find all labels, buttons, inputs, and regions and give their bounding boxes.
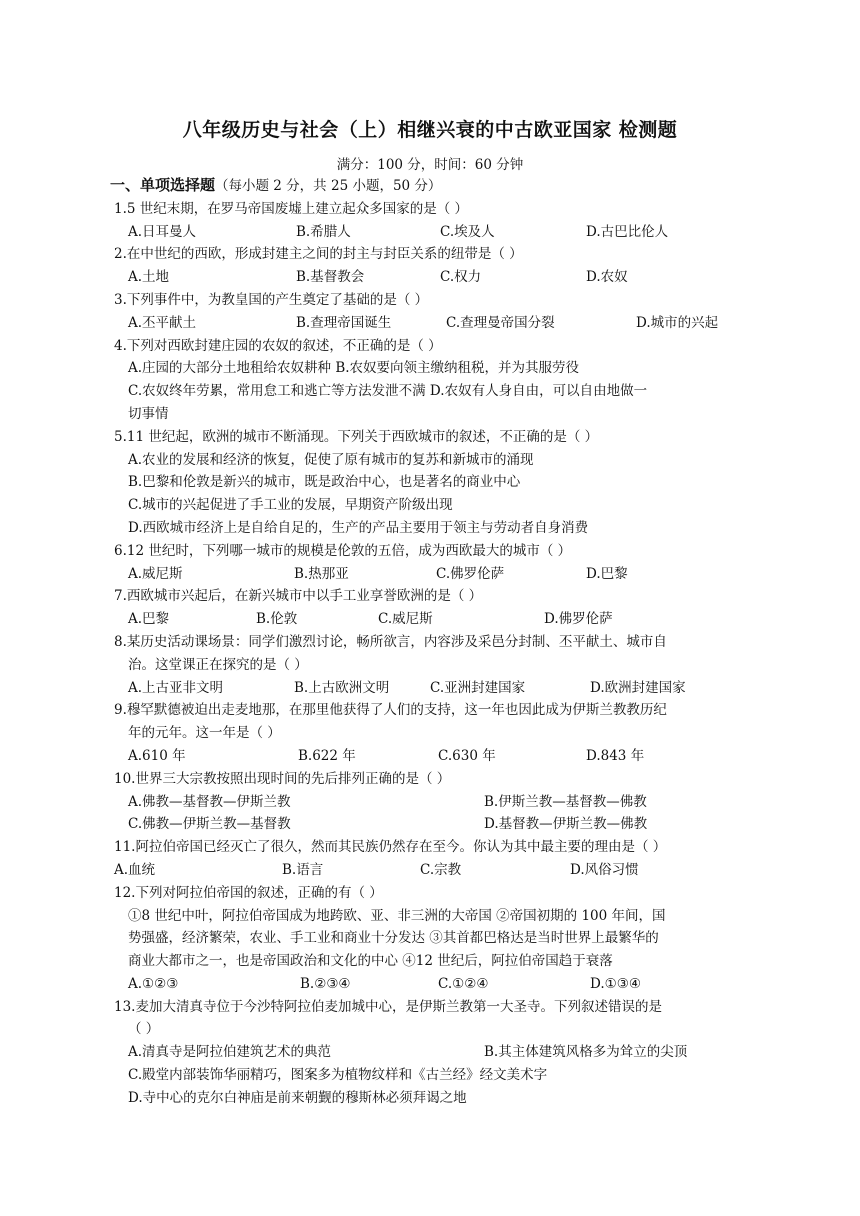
option: B.伊斯兰教—基督教—佛教 xyxy=(484,793,647,810)
question-text-line: 商业大都市之一，也是帝国政治和文化的中心 ④12 世纪后，阿拉伯帝国趋于衰落 xyxy=(128,953,613,970)
question-stem: 11.阿拉伯帝国已经灭亡了很久，然而其民族仍然存在至今。你认为其中最主要的理由是（ ） xyxy=(114,839,667,856)
question-text-line: （ ） xyxy=(128,1021,160,1038)
question-text-line: D.西欧城市经济上是自给自足的，生产的产品主要用于领主与劳动者自身消费 xyxy=(128,519,589,536)
question-text-line: 切事情 xyxy=(128,405,169,422)
option: C.①②④ xyxy=(438,975,489,992)
question-text-line: 治。这堂课正在探究的是（ ） xyxy=(128,656,308,673)
question-text-line: 年的元年。这一年是（ ） xyxy=(128,725,281,742)
option-line: C.殿堂内部装饰华丽精巧，图案多为植物纹样和《古兰经》经文美术字 xyxy=(128,1067,548,1084)
page-subtitle: 满分：100 分，时间：60 分钟 xyxy=(336,157,524,173)
option: B.希腊人 xyxy=(296,223,351,240)
question-text-line: A.庄园的大部分土地租给农奴耕种 B.农奴要向领主缴纳租税，并为其服劳役 xyxy=(128,360,580,377)
question-item xyxy=(114,768,734,836)
option: A.威尼斯 xyxy=(128,565,183,582)
option: D.欧洲封建国家 xyxy=(590,679,686,696)
option: A.丕平献土 xyxy=(128,314,197,331)
option: C.630 年 xyxy=(438,747,496,764)
question-text-line: A.农业的发展和经济的恢复，促使了原有城市的复苏和新城市的涌现 xyxy=(128,451,534,468)
option: A.巴黎 xyxy=(128,611,170,628)
option: C.查理曼帝国分裂 xyxy=(446,314,555,331)
question-item xyxy=(114,198,734,244)
option-row xyxy=(114,973,734,996)
question-item xyxy=(114,631,734,699)
question-item xyxy=(114,699,734,767)
question-stem: 8.某历史活动课场景：同学们激烈讨论，畅所欲言，内容涉及采邑分封制、丕平献土、城市自 xyxy=(114,633,667,650)
option: A.上古亚非文明 xyxy=(128,679,224,696)
option-line: D.寺中心的克尔白神庙是前来朝觐的穆斯林必须拜谒之地 xyxy=(128,1089,467,1106)
option-row xyxy=(114,745,734,768)
option: D.巴黎 xyxy=(586,565,628,582)
question-stem: 7.西欧城市兴起后，在新兴城市中以手工业享誉欧洲的是（ ） xyxy=(114,588,483,605)
option-row xyxy=(114,1041,734,1064)
option: A.血统 xyxy=(114,861,156,878)
option: D.基督教—伊斯兰教—佛教 xyxy=(484,816,648,833)
option: C.权力 xyxy=(440,269,482,286)
option-row xyxy=(114,563,734,586)
option: D.古巴比伦人 xyxy=(586,223,669,240)
option: A.清真寺是阿拉伯建筑艺术的典范 xyxy=(128,1044,332,1061)
question-text-line: C.农奴终年劳累，常用怠工和逃亡等方法发泄不满 D.农奴有人身自由，可以自由地做一 xyxy=(128,383,648,400)
question-text-line: ①8 世纪中叶，阿拉伯帝国成为地跨欧、亚、非三洲的大帝国 ②帝国初期的 100 年间，国 xyxy=(128,907,666,924)
option: C.亚洲封建国家 xyxy=(430,679,526,696)
option: B.上古欧洲文明 xyxy=(294,679,390,696)
option-row xyxy=(114,266,734,289)
page-title: 八年级历史与社会（上）相继兴衰的中古欧亚国家 检测题 xyxy=(182,119,678,141)
question-text-line: B.巴黎和伦敦是新兴的城市，既是政治中心，也是著名的商业中心 xyxy=(128,474,521,491)
question-stem: 1.5 世纪末期，在罗马帝国废墟上建立起众多国家的是（ ） xyxy=(114,200,469,217)
option: A.日耳曼人 xyxy=(128,223,197,240)
question-text-line: 势强盛，经济繁荣，农业、手工业和商业十分发达 ③其首都巴格达是当时世界上最繁华的 xyxy=(128,930,659,947)
question-item xyxy=(114,426,734,540)
option: C.佛教—伊斯兰教—基督教 xyxy=(128,816,291,833)
question-item xyxy=(114,335,734,426)
option: B.语言 xyxy=(282,861,324,878)
option: B.热那亚 xyxy=(294,565,349,582)
question-item xyxy=(114,996,734,1110)
option: D.①③④ xyxy=(590,975,641,992)
section-heading: 一、单项选择题（每小题 2 分，共 25 小题，50 分） xyxy=(110,176,442,194)
option: B.伦敦 xyxy=(256,611,298,628)
option-row xyxy=(114,791,734,814)
question-stem: 10.世界三大宗教按照出现时间的先后排列正确的是（ ） xyxy=(114,770,451,787)
question-list xyxy=(110,174,734,1110)
question-stem: 2.在中世纪的西欧，形成封建主之间的封主与封臣关系的纽带是（ ） xyxy=(114,246,523,263)
question-stem: 12.下列对阿拉伯帝国的叙述，正确的有（ ） xyxy=(114,884,383,901)
option: D.843 年 xyxy=(586,747,645,764)
option: D.风俗习惯 xyxy=(570,861,639,878)
option: B.查理帝国诞生 xyxy=(296,314,392,331)
question-item xyxy=(114,289,734,335)
question-item xyxy=(114,243,734,289)
question-stem: 6.12 世纪时，下列哪一城市的规模是伦敦的五倍，成为西欧最大的城市（ ） xyxy=(114,542,572,559)
question-stem: 4.下列对西欧封建庄园的农奴的叙述，不正确的是（ ） xyxy=(114,337,442,354)
option: A.土地 xyxy=(128,269,170,286)
option: C.宗教 xyxy=(420,861,462,878)
question-text-line: C.城市的兴起促进了手工业的发展，早期资产阶级出现 xyxy=(128,497,453,514)
option: D.佛罗伦萨 xyxy=(544,611,613,628)
option: C.佛罗伦萨 xyxy=(436,565,505,582)
question-stem: 5.11 世纪起，欧洲的城市不断涌现。下列关于西欧城市的叙述，不正确的是（ ） xyxy=(114,428,599,445)
option: C.埃及人 xyxy=(440,223,495,240)
option: D.城市的兴起 xyxy=(636,314,719,331)
option-row xyxy=(114,859,734,882)
option: B.622 年 xyxy=(298,747,356,764)
question-item xyxy=(114,540,734,586)
question-stem: 13.麦加大清真寺位于今沙特阿拉伯麦加城中心，是伊斯兰教第一大圣寺。下列叙述错误的是 xyxy=(114,998,662,1015)
option-row xyxy=(114,813,734,836)
option: A.①②③ xyxy=(128,975,179,992)
option-row xyxy=(114,221,734,244)
option: B.基督教会 xyxy=(296,269,365,286)
question-stem: 3.下列事件中，为教皇国的产生奠定了基础的是（ ） xyxy=(114,291,429,308)
option-row xyxy=(114,312,734,335)
question-item xyxy=(114,882,734,996)
option-row xyxy=(114,677,734,700)
option: D.农奴 xyxy=(586,269,628,286)
question-item xyxy=(114,836,734,882)
option: A.610 年 xyxy=(128,747,186,764)
question-item xyxy=(114,585,734,631)
option-row xyxy=(114,608,734,631)
question-stem: 9.穆罕默德被迫出走麦地那，在那里他获得了人们的支持，这一年也因此成为伊斯兰教教历纪 xyxy=(114,702,667,719)
option: C.威尼斯 xyxy=(378,611,433,628)
option: B.其主体建筑风格多为耸立的尖顶 xyxy=(484,1044,688,1061)
option: B.②③④ xyxy=(300,975,351,992)
option: A.佛教—基督教—伊斯兰教 xyxy=(128,793,291,810)
